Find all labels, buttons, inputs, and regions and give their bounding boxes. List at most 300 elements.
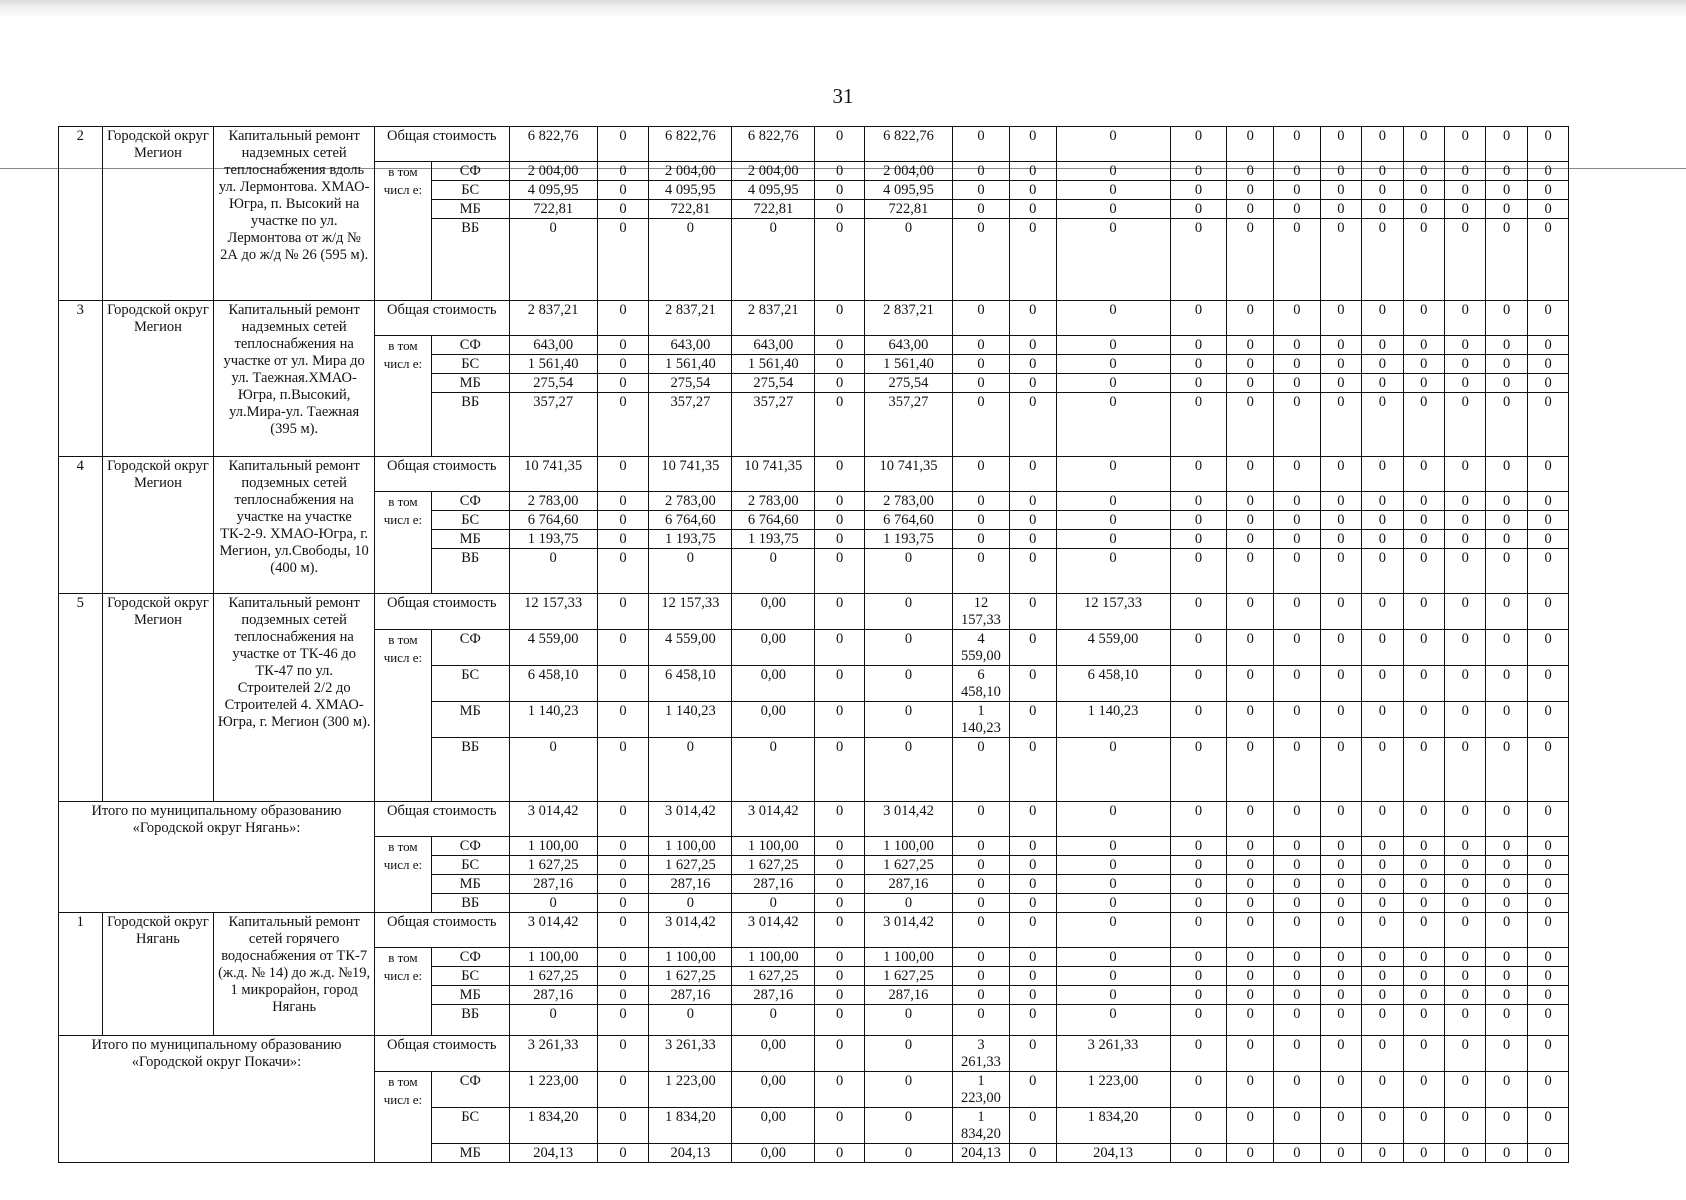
value-cell: 0: [1486, 875, 1527, 894]
value-cell: 0: [1403, 875, 1444, 894]
value-cell: 3 014,42: [509, 802, 597, 837]
value-cell: 2 004,00: [864, 162, 952, 181]
value-cell: 0: [952, 837, 1009, 856]
value-cell: 0: [1403, 594, 1444, 630]
value-cell: 0: [815, 913, 865, 948]
value-cell: 0: [1403, 802, 1444, 837]
value-cell: 2 783,00: [732, 492, 815, 511]
value-cell: 0: [1403, 702, 1444, 738]
value-cell: 6 458,10: [1056, 666, 1170, 702]
value-cell: 0: [1056, 492, 1170, 511]
value-cell: 0: [1362, 738, 1403, 802]
value-cell: 0: [1227, 1072, 1274, 1108]
value-cell: 0: [864, 894, 952, 913]
value-cell: 1 627,25: [732, 856, 815, 875]
value-cell: 643,00: [649, 336, 732, 355]
value-cell: 0: [1274, 200, 1321, 219]
value-cell: 0: [1170, 336, 1227, 355]
total-title: Итого по муниципальному образованию «Городской округ Покачи»:: [59, 1036, 375, 1163]
value-cell: 0: [1009, 549, 1056, 594]
value-cell: 12 157,33: [952, 594, 1009, 630]
value-cell: 0: [1056, 355, 1170, 374]
value-cell: 0: [597, 492, 649, 511]
value-cell: 0: [1527, 181, 1568, 200]
value-cell: 0: [1170, 301, 1227, 336]
value-cell: 0: [1362, 200, 1403, 219]
value-cell: 0: [952, 856, 1009, 875]
value-cell: 287,16: [864, 875, 952, 894]
value-cell: 0: [1056, 1005, 1170, 1036]
in-that-number-label: в том числ е:: [374, 948, 431, 1036]
value-cell: 0,00: [732, 666, 815, 702]
value-cell: 0: [1320, 967, 1361, 986]
value-cell: 0: [597, 374, 649, 393]
value-cell: 6 458,10: [509, 666, 597, 702]
value-cell: 0: [815, 856, 865, 875]
value-cell: 0: [1527, 127, 1568, 162]
value-cell: 0: [864, 1108, 952, 1144]
funding-source: БС: [431, 511, 509, 530]
value-cell: 4 559,00: [1056, 630, 1170, 666]
value-cell: 0: [864, 1005, 952, 1036]
value-cell: 0: [1227, 549, 1274, 594]
value-cell: 0: [1445, 856, 1486, 875]
value-cell: 643,00: [509, 336, 597, 355]
value-cell: 0: [1486, 666, 1527, 702]
value-cell: 0: [1403, 181, 1444, 200]
value-cell: 1 627,25: [649, 856, 732, 875]
value-cell: 0: [1056, 200, 1170, 219]
value-cell: 0: [1227, 802, 1274, 837]
value-cell: 0: [1009, 511, 1056, 530]
value-cell: 0: [952, 913, 1009, 948]
value-cell: 0: [1403, 666, 1444, 702]
value-cell: 0: [952, 530, 1009, 549]
value-cell: 0: [1056, 181, 1170, 200]
in-that-number-label: в том числ е:: [374, 837, 431, 913]
value-cell: 0: [1486, 1144, 1527, 1163]
value-cell: 0: [815, 336, 865, 355]
value-cell: 0: [1009, 913, 1056, 948]
value-cell: 0: [1403, 630, 1444, 666]
value-cell: 0: [1362, 967, 1403, 986]
value-cell: 0: [815, 301, 865, 336]
value-cell: 0: [1445, 492, 1486, 511]
value-cell: 0: [1403, 492, 1444, 511]
value-cell: 0: [597, 181, 649, 200]
value-cell: 0: [1445, 986, 1486, 1005]
value-cell: 0: [1009, 181, 1056, 200]
value-cell: 0: [1445, 1072, 1486, 1108]
value-cell: 0: [1362, 802, 1403, 837]
project-description: Капитальный ремонт подземных сетей теплоснабжения на участке от ТК-46 до ТК-47 по ул. Строителей 2/2 до Строителей 4. ХМАО-Югра, г. Мегион (300 м).: [214, 594, 375, 802]
value-cell: 1 193,75: [509, 530, 597, 549]
row-number: 1: [59, 913, 103, 1036]
value-cell: 0: [1527, 1108, 1568, 1144]
value-cell: 0: [952, 181, 1009, 200]
value-cell: 0: [1527, 630, 1568, 666]
value-cell: 0: [1445, 894, 1486, 913]
value-cell: 0: [1486, 967, 1527, 986]
value-cell: 0: [1320, 181, 1361, 200]
value-cell: 0: [1486, 301, 1527, 336]
value-cell: 3 014,42: [864, 913, 952, 948]
total-cost-label: Общая стоимость: [374, 1036, 509, 1072]
value-cell: 0: [1170, 948, 1227, 967]
value-cell: 643,00: [864, 336, 952, 355]
value-cell: 2 004,00: [732, 162, 815, 181]
value-cell: 0: [1227, 301, 1274, 336]
value-cell: 0: [1274, 594, 1321, 630]
value-cell: 0: [1227, 1144, 1274, 1163]
value-cell: 204,13: [509, 1144, 597, 1163]
value-cell: 0: [732, 219, 815, 301]
value-cell: 0: [1170, 738, 1227, 802]
value-cell: 0: [1527, 738, 1568, 802]
total-cost-label: Общая стоимость: [374, 127, 509, 162]
value-cell: 0: [1274, 837, 1321, 856]
value-cell: 0: [1527, 1005, 1568, 1036]
value-cell: 0: [815, 355, 865, 374]
value-cell: 0: [1274, 492, 1321, 511]
value-cell: 643,00: [732, 336, 815, 355]
value-cell: 287,16: [732, 986, 815, 1005]
value-cell: 3 014,42: [509, 913, 597, 948]
value-cell: 1 834,20: [509, 1108, 597, 1144]
value-cell: 0: [649, 549, 732, 594]
value-cell: 0: [1056, 986, 1170, 1005]
value-cell: 0: [1227, 336, 1274, 355]
value-cell: 0: [649, 1005, 732, 1036]
value-cell: 0: [1056, 219, 1170, 301]
funding-source: СФ: [431, 336, 509, 355]
value-cell: 0: [1527, 549, 1568, 594]
value-cell: 0: [1362, 492, 1403, 511]
value-cell: 0: [1056, 894, 1170, 913]
value-cell: 0: [815, 181, 865, 200]
value-cell: 722,81: [509, 200, 597, 219]
value-cell: 722,81: [649, 200, 732, 219]
value-cell: 0: [1445, 702, 1486, 738]
value-cell: 2 837,21: [649, 301, 732, 336]
value-cell: 0: [1486, 894, 1527, 913]
value-cell: 0: [1170, 1144, 1227, 1163]
value-cell: 0: [1527, 802, 1568, 837]
funding-source: МБ: [431, 702, 509, 738]
value-cell: 2 783,00: [649, 492, 732, 511]
value-cell: 0: [815, 837, 865, 856]
value-cell: 0: [1227, 948, 1274, 967]
value-cell: 0: [1362, 894, 1403, 913]
value-cell: 0: [1009, 1072, 1056, 1108]
value-cell: 0: [1527, 913, 1568, 948]
value-cell: 0: [1227, 1108, 1274, 1144]
value-cell: 0: [952, 549, 1009, 594]
value-cell: 0: [597, 856, 649, 875]
value-cell: 0: [815, 1072, 865, 1108]
value-cell: 0: [1486, 802, 1527, 837]
value-cell: 0: [1274, 219, 1321, 301]
value-cell: 0: [1274, 1108, 1321, 1144]
value-cell: 0: [597, 127, 649, 162]
value-cell: 0: [1227, 967, 1274, 986]
value-cell: 1 193,75: [864, 530, 952, 549]
value-cell: 0: [1486, 1036, 1527, 1072]
value-cell: 0: [1227, 594, 1274, 630]
value-cell: 0: [1403, 1072, 1444, 1108]
value-cell: 0: [597, 301, 649, 336]
value-cell: 0: [649, 894, 732, 913]
value-cell: 6 822,76: [732, 127, 815, 162]
value-cell: 0: [1274, 511, 1321, 530]
value-cell: 0: [815, 492, 865, 511]
value-cell: 0: [597, 967, 649, 986]
value-cell: 0: [1009, 393, 1056, 457]
funding-source: МБ: [431, 374, 509, 393]
value-cell: 287,16: [732, 875, 815, 894]
value-cell: 3 014,42: [732, 913, 815, 948]
value-cell: 0: [1362, 630, 1403, 666]
value-cell: 0: [1527, 875, 1568, 894]
value-cell: 1 627,25: [649, 967, 732, 986]
value-cell: 1 223,00: [649, 1072, 732, 1108]
value-cell: 0: [1403, 1144, 1444, 1163]
value-cell: 0: [1170, 967, 1227, 986]
value-cell: 0: [864, 549, 952, 594]
value-cell: 722,81: [864, 200, 952, 219]
value-cell: 0: [1320, 894, 1361, 913]
value-cell: 0: [509, 738, 597, 802]
value-cell: 4 559,00: [649, 630, 732, 666]
total-title: Итого по муниципальному образованию «Городской округ Нягань»:: [59, 802, 375, 913]
in-that-number-label: в том числ е:: [374, 336, 431, 457]
in-that-number-label: в том числ е:: [374, 630, 431, 802]
value-cell: 0: [815, 1144, 865, 1163]
value-cell: 0: [815, 875, 865, 894]
value-cell: 0: [1486, 1108, 1527, 1144]
value-cell: 0: [952, 127, 1009, 162]
value-cell: 0: [1170, 219, 1227, 301]
value-cell: 0: [1445, 913, 1486, 948]
value-cell: 3 261,33: [509, 1036, 597, 1072]
value-cell: 0: [1486, 1072, 1527, 1108]
funding-source: БС: [431, 355, 509, 374]
value-cell: 0: [1445, 1144, 1486, 1163]
value-cell: 0: [1009, 594, 1056, 630]
value-cell: 0: [1056, 549, 1170, 594]
value-cell: 12 157,33: [1056, 594, 1170, 630]
value-cell: 1 140,23: [952, 702, 1009, 738]
value-cell: 0: [1486, 1005, 1527, 1036]
value-cell: 0: [1009, 894, 1056, 913]
value-cell: 0: [1527, 666, 1568, 702]
value-cell: 0: [1056, 913, 1170, 948]
value-cell: 0: [1362, 913, 1403, 948]
value-cell: 0,00: [732, 1036, 815, 1072]
funding-source: БС: [431, 181, 509, 200]
value-cell: 722,81: [732, 200, 815, 219]
value-cell: 0: [1445, 549, 1486, 594]
value-cell: 0: [1274, 393, 1321, 457]
value-cell: 12 157,33: [509, 594, 597, 630]
value-cell: 6 458,10: [649, 666, 732, 702]
value-cell: 0: [952, 219, 1009, 301]
value-cell: 0: [1527, 374, 1568, 393]
value-cell: 0: [1362, 666, 1403, 702]
value-cell: 0: [732, 738, 815, 802]
value-cell: 0: [1170, 837, 1227, 856]
value-cell: 275,54: [649, 374, 732, 393]
value-cell: 0: [597, 913, 649, 948]
value-cell: 0: [1056, 162, 1170, 181]
value-cell: 0: [815, 162, 865, 181]
table-row: [59, 594, 1615, 630]
value-cell: 0: [1362, 875, 1403, 894]
value-cell: 0: [1320, 738, 1361, 802]
value-cell: 0: [1320, 162, 1361, 181]
value-cell: 0: [1445, 127, 1486, 162]
value-cell: 0: [1362, 1108, 1403, 1144]
total-cost-label: Общая стоимость: [374, 802, 509, 837]
funding-source: СФ: [431, 837, 509, 856]
value-cell: 0: [1527, 492, 1568, 511]
value-cell: 1 100,00: [649, 837, 732, 856]
value-cell: 1 223,00: [509, 1072, 597, 1108]
value-cell: 0: [1274, 856, 1321, 875]
value-cell: 0: [597, 802, 649, 837]
value-cell: 0: [1320, 393, 1361, 457]
value-cell: 0: [1170, 666, 1227, 702]
value-cell: 0: [815, 374, 865, 393]
funding-source: БС: [431, 856, 509, 875]
value-cell: 0: [1486, 492, 1527, 511]
value-cell: 1 193,75: [732, 530, 815, 549]
value-cell: 0: [1009, 802, 1056, 837]
value-cell: 0: [1320, 457, 1361, 492]
funding-source: ВБ: [431, 1005, 509, 1036]
value-cell: 0: [1170, 530, 1227, 549]
value-cell: 0: [1170, 393, 1227, 457]
value-cell: 0: [1362, 530, 1403, 549]
value-cell: 0: [1009, 837, 1056, 856]
value-cell: 0: [864, 630, 952, 666]
value-cell: 0: [597, 1005, 649, 1036]
value-cell: 0: [1362, 511, 1403, 530]
value-cell: 0: [1227, 837, 1274, 856]
value-cell: 0: [1362, 457, 1403, 492]
value-cell: 0: [864, 666, 952, 702]
funding-source: ВБ: [431, 549, 509, 594]
value-cell: 4 559,00: [952, 630, 1009, 666]
value-cell: 0: [1527, 200, 1568, 219]
value-cell: 0: [864, 1072, 952, 1108]
value-cell: 3 014,42: [732, 802, 815, 837]
value-cell: 0: [1445, 181, 1486, 200]
value-cell: 0: [1009, 856, 1056, 875]
value-cell: 3 261,33: [649, 1036, 732, 1072]
value-cell: 287,16: [509, 875, 597, 894]
value-cell: 0: [1009, 492, 1056, 511]
page-number: 31: [832, 84, 854, 108]
value-cell: 0: [815, 802, 865, 837]
value-cell: 0: [1362, 837, 1403, 856]
value-cell: 0: [1056, 457, 1170, 492]
value-cell: 0: [1445, 738, 1486, 802]
total-cost-label: Общая стоимость: [374, 301, 509, 336]
value-cell: 0: [1403, 200, 1444, 219]
value-cell: 0: [1445, 511, 1486, 530]
value-cell: 1 627,25: [864, 856, 952, 875]
value-cell: 0: [864, 1036, 952, 1072]
value-cell: 6 822,76: [649, 127, 732, 162]
value-cell: 287,16: [864, 986, 952, 1005]
value-cell: 0: [1009, 355, 1056, 374]
value-cell: 12 157,33: [649, 594, 732, 630]
value-cell: 0: [1445, 875, 1486, 894]
value-cell: 0: [1274, 549, 1321, 594]
value-cell: 0: [1486, 913, 1527, 948]
value-cell: 2 837,21: [509, 301, 597, 336]
value-cell: 1 834,20: [649, 1108, 732, 1144]
value-cell: 0: [1227, 875, 1274, 894]
value-cell: 0: [1274, 457, 1321, 492]
value-cell: 0: [1227, 630, 1274, 666]
value-cell: 0: [1445, 336, 1486, 355]
value-cell: 0: [1009, 666, 1056, 702]
value-cell: 0: [815, 549, 865, 594]
value-cell: 0: [1445, 530, 1486, 549]
value-cell: 0: [1320, 666, 1361, 702]
value-cell: 0: [1486, 986, 1527, 1005]
value-cell: 0: [509, 549, 597, 594]
value-cell: 0: [1170, 894, 1227, 913]
value-cell: 0: [1170, 1036, 1227, 1072]
value-cell: 0: [1486, 856, 1527, 875]
value-cell: 0: [1486, 457, 1527, 492]
value-cell: 0: [952, 802, 1009, 837]
value-cell: 0: [1056, 511, 1170, 530]
value-cell: 6 764,60: [732, 511, 815, 530]
funding-source: ВБ: [431, 894, 509, 913]
value-cell: 1 627,25: [509, 967, 597, 986]
value-cell: 275,54: [509, 374, 597, 393]
value-cell: 0: [597, 530, 649, 549]
value-cell: 0: [1320, 1144, 1361, 1163]
value-cell: 0: [1009, 630, 1056, 666]
value-cell: 0: [815, 1108, 865, 1144]
value-cell: 0: [1320, 374, 1361, 393]
value-cell: 0: [1527, 894, 1568, 913]
value-cell: 10 741,35: [864, 457, 952, 492]
value-cell: 0: [1056, 856, 1170, 875]
value-cell: 3 014,42: [864, 802, 952, 837]
value-cell: 6 822,76: [509, 127, 597, 162]
value-cell: 0: [815, 630, 865, 666]
value-cell: 0: [1227, 738, 1274, 802]
value-cell: 0: [1527, 336, 1568, 355]
value-cell: 0: [1403, 913, 1444, 948]
funding-source: СФ: [431, 948, 509, 967]
value-cell: 0: [1274, 702, 1321, 738]
value-cell: 0: [1527, 594, 1568, 630]
value-cell: 0: [952, 355, 1009, 374]
value-cell: 1 627,25: [509, 856, 597, 875]
value-cell: 10 741,35: [649, 457, 732, 492]
value-cell: 3 261,33: [1056, 1036, 1170, 1072]
funding-source: СФ: [431, 630, 509, 666]
value-cell: 0: [815, 594, 865, 630]
value-cell: 0: [597, 1072, 649, 1108]
